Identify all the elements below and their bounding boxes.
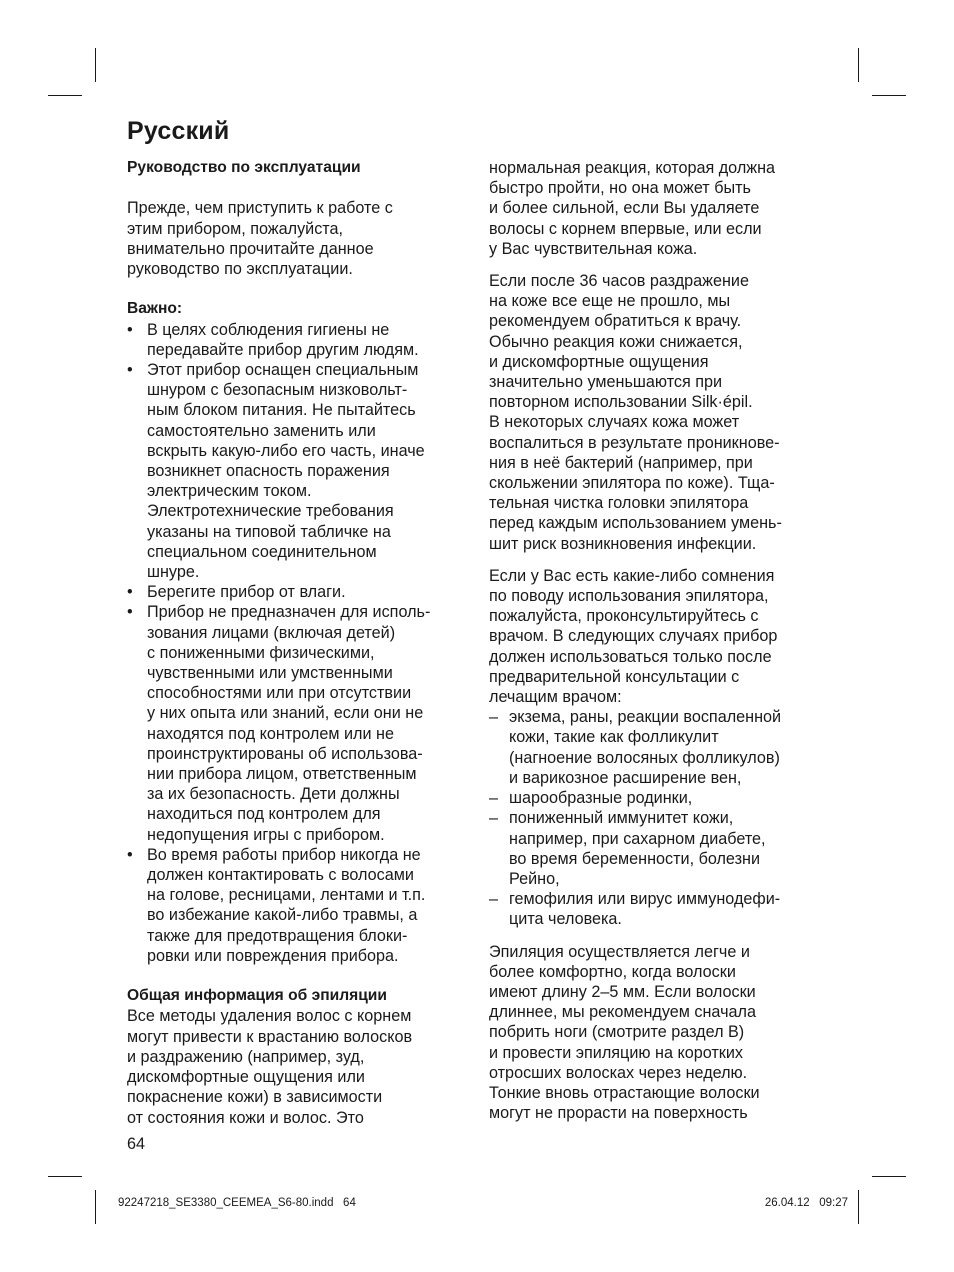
text-line: шнуре.	[147, 563, 200, 582]
text-line: Все методы удаления волос с корнем	[127, 1007, 412, 1026]
text-line: самостоятельно заменить или	[147, 421, 376, 440]
hair-length-paragraph	[489, 942, 829, 1124]
text-line: имеют длину 2–5 мм. Если волоски	[489, 982, 756, 1001]
page-title: Русский	[127, 117, 230, 145]
text-line: гемофилия или вирус иммунодефи-	[509, 890, 781, 909]
list-marker: •	[127, 583, 133, 602]
text-line: могут привести к врастанию волосков	[127, 1027, 413, 1046]
text-line: за их безопасность. Дети должны	[147, 785, 400, 804]
text-line: врачом. В следующих случаях прибор	[489, 627, 778, 646]
text-line: более комфортно, когда волоски	[489, 962, 736, 981]
epilation-info-heading: Общая информация об эпиляции	[127, 987, 387, 1005]
text-line: во избежание какой-либо травмы, а	[147, 906, 418, 925]
page-number: 64	[127, 1135, 146, 1153]
text-line: цита человека.	[509, 910, 622, 929]
text-line: Электротехнические требования	[147, 502, 394, 521]
text-line: кожи, такие как фолликулит	[509, 728, 719, 747]
text-line: побрить ноги (смотрите раздел B)	[489, 1023, 745, 1042]
text-line: длиннее, мы рекомендуем сначала	[489, 1003, 756, 1022]
text-line: значительно уменьшаются при	[489, 373, 723, 392]
list-item	[127, 602, 467, 844]
text-line: могут не прорасти на поверхность	[489, 1104, 748, 1123]
text-line: пониженный иммунитет кожи,	[509, 809, 734, 828]
text-line: лечащим врачом:	[489, 688, 622, 707]
reaction-paragraph	[489, 158, 829, 259]
text-line: Берегите прибор от влаги.	[147, 583, 346, 602]
list-item	[127, 582, 467, 602]
crop-mark	[48, 1176, 82, 1177]
crop-mark	[95, 48, 96, 82]
text-line: быстро пройти, но она может быть	[489, 179, 751, 198]
text-line: находятся под контролем или не	[147, 724, 394, 743]
crop-mark	[48, 95, 82, 96]
text-line: внимательно прочитайте данное	[127, 239, 374, 258]
text-line: проинструктированы об использова-	[147, 744, 423, 763]
list-marker: •	[127, 320, 133, 339]
text-line: этим прибором, пожалуйста,	[127, 219, 344, 238]
list-item	[489, 788, 829, 808]
right-column	[489, 158, 829, 1123]
text-line: предварительной консультации с	[489, 667, 740, 686]
text-line: Прежде, чем приступить к работе с	[127, 199, 393, 218]
text-line: от состояния кожи и волос. Это	[127, 1108, 364, 1127]
text-line: должен использоваться только после	[489, 647, 772, 666]
text-line: воспалиться в результате проникнове-	[489, 433, 780, 452]
list-marker: –	[489, 890, 499, 909]
important-list	[127, 320, 467, 967]
text-line: ровки или повреждения прибора.	[147, 946, 399, 965]
text-line: Если после 36 часов раздражение	[489, 272, 749, 291]
text-line: и раздражению (например, зуд,	[127, 1047, 365, 1066]
list-marker: –	[489, 809, 499, 828]
text-line: отросших волосках через неделю.	[489, 1063, 748, 1082]
text-line: вскрыть какую-либо его часть, иначе	[147, 441, 425, 460]
text-line: у Вас чувствительная кожа.	[489, 239, 698, 258]
text-line: Обычно реакция кожи снижается,	[489, 332, 743, 351]
text-line: Рейно,	[509, 869, 560, 888]
text-line: указаны на типовой табличке на	[147, 522, 391, 541]
text-line: руководство по эксплуатации.	[127, 260, 353, 278]
text-line: экзема, раны, реакции воспаленной	[509, 708, 782, 727]
list-marker: –	[489, 708, 499, 727]
text-line: и варикозное расширение вен,	[509, 768, 742, 787]
contraindications-list	[489, 707, 829, 929]
text-line: Эпиляция осуществляется легче и	[489, 942, 750, 961]
left-column	[127, 158, 467, 1128]
crop-mark	[858, 48, 859, 82]
list-marker: –	[489, 789, 499, 808]
list-item	[489, 889, 829, 929]
crop-mark	[872, 1176, 906, 1177]
text-line: у них опыта или знаний, если они не	[147, 704, 424, 723]
text-line: на голове, ресницами, лентами и т.п.	[147, 886, 426, 905]
list-marker: •	[127, 603, 133, 622]
text-line: во время беременности, болезни	[509, 849, 760, 868]
list-marker: •	[127, 361, 133, 379]
text-line: и более сильной, если Вы удаляете	[489, 199, 760, 218]
text-line: тельная чистка головки эпилятора	[489, 494, 749, 513]
text-line: электрическим током.	[147, 482, 312, 501]
list-item	[127, 360, 467, 582]
text-line: шнуром с безопасным низковольт-	[147, 381, 408, 400]
list-item	[127, 320, 467, 360]
important-heading: Важно:	[127, 300, 183, 318]
text-line: по поводу использования эпилятора,	[489, 587, 769, 606]
text-line: дискомфортные ощущения или	[127, 1068, 365, 1087]
text-line: недопущения игры с прибором.	[147, 825, 385, 844]
epilation-info-paragraph	[127, 1006, 467, 1127]
text-line: Прибор не предназначен для исполь-	[147, 603, 431, 622]
text-line: Если у Вас есть какие-либо сомнения	[489, 566, 775, 585]
crop-mark	[95, 1190, 96, 1224]
list-item	[489, 808, 829, 889]
text-line: ния в неё бактерий (например, при	[489, 453, 753, 472]
text-line: чувственными или умственными	[147, 664, 393, 683]
text-line: повторном использовании Silk·épil.	[489, 393, 753, 412]
text-line: и провести эпиляцию на коротких	[489, 1043, 743, 1062]
text-line: способностями или при отсутствии	[147, 684, 412, 703]
text-line: Тонкие вновь отрастающие волоски	[489, 1083, 760, 1102]
text-line: (нагноение волосяных фолликулов)	[509, 748, 780, 767]
text-line: нии прибора лицом, ответственным	[147, 765, 417, 784]
crop-mark	[872, 95, 906, 96]
list-item	[127, 845, 467, 966]
text-line: например, при сахарном диабете,	[509, 829, 766, 848]
text-line: также для предотвращения блоки-	[147, 926, 408, 945]
text-line: В целях соблюдения гигиены не	[147, 320, 390, 339]
consult-paragraph	[489, 566, 829, 707]
text-line: перед каждым использованием умень-	[489, 514, 782, 533]
list-marker: •	[127, 845, 133, 864]
text-line: скольжении эпилятора по коже). Тща-	[489, 474, 775, 493]
text-line: ным блоком питания. Не пытайтесь	[147, 401, 416, 420]
text-line: волосы с корнем впервые, или если	[489, 219, 762, 238]
text-line: покраснение кожи) в зависимости	[127, 1088, 383, 1107]
intro-paragraph	[127, 198, 467, 279]
text-line: Во время работы прибор никогда не	[147, 845, 421, 864]
crop-mark	[858, 1190, 859, 1224]
text-line: рекомендуем обратиться к врачу.	[489, 312, 742, 331]
text-line: нормальная реакция, которая должна	[489, 159, 776, 177]
text-line: на коже все еще не прошло, мы	[489, 292, 731, 311]
irritation-paragraph	[489, 271, 829, 554]
footer-file-info: 92247218_SE3380_CEEMEA_S6-80.indd 64	[118, 1197, 356, 1209]
text-line: зования лицами (включая детей)	[147, 623, 396, 642]
footer-date-time: 26.04.12 09:27	[764, 1197, 848, 1209]
manual-heading: Руководство по эксплуатации	[127, 159, 361, 176]
text-line: и дискомфортные ощущения	[489, 352, 709, 371]
text-line: специальном соединительном	[147, 542, 377, 561]
text-line: возникнет опасность поражения	[147, 462, 390, 481]
text-line: шарообразные родинки,	[509, 789, 693, 808]
text-line: передавайте прибор другим людям.	[147, 340, 419, 359]
text-line: Этот прибор оснащен специальным	[147, 361, 419, 379]
text-line: находиться под контролем для	[147, 805, 381, 824]
text-line: пожалуйста, проконсультируйтесь с	[489, 607, 759, 626]
text-line: В некоторых случаях кожа может	[489, 413, 740, 432]
text-line: должен контактировать с волосами	[147, 866, 414, 885]
text-line: с пониженными физическими,	[147, 643, 375, 662]
list-item	[489, 707, 829, 788]
text-line: шит риск возникновения инфекции.	[489, 534, 757, 553]
